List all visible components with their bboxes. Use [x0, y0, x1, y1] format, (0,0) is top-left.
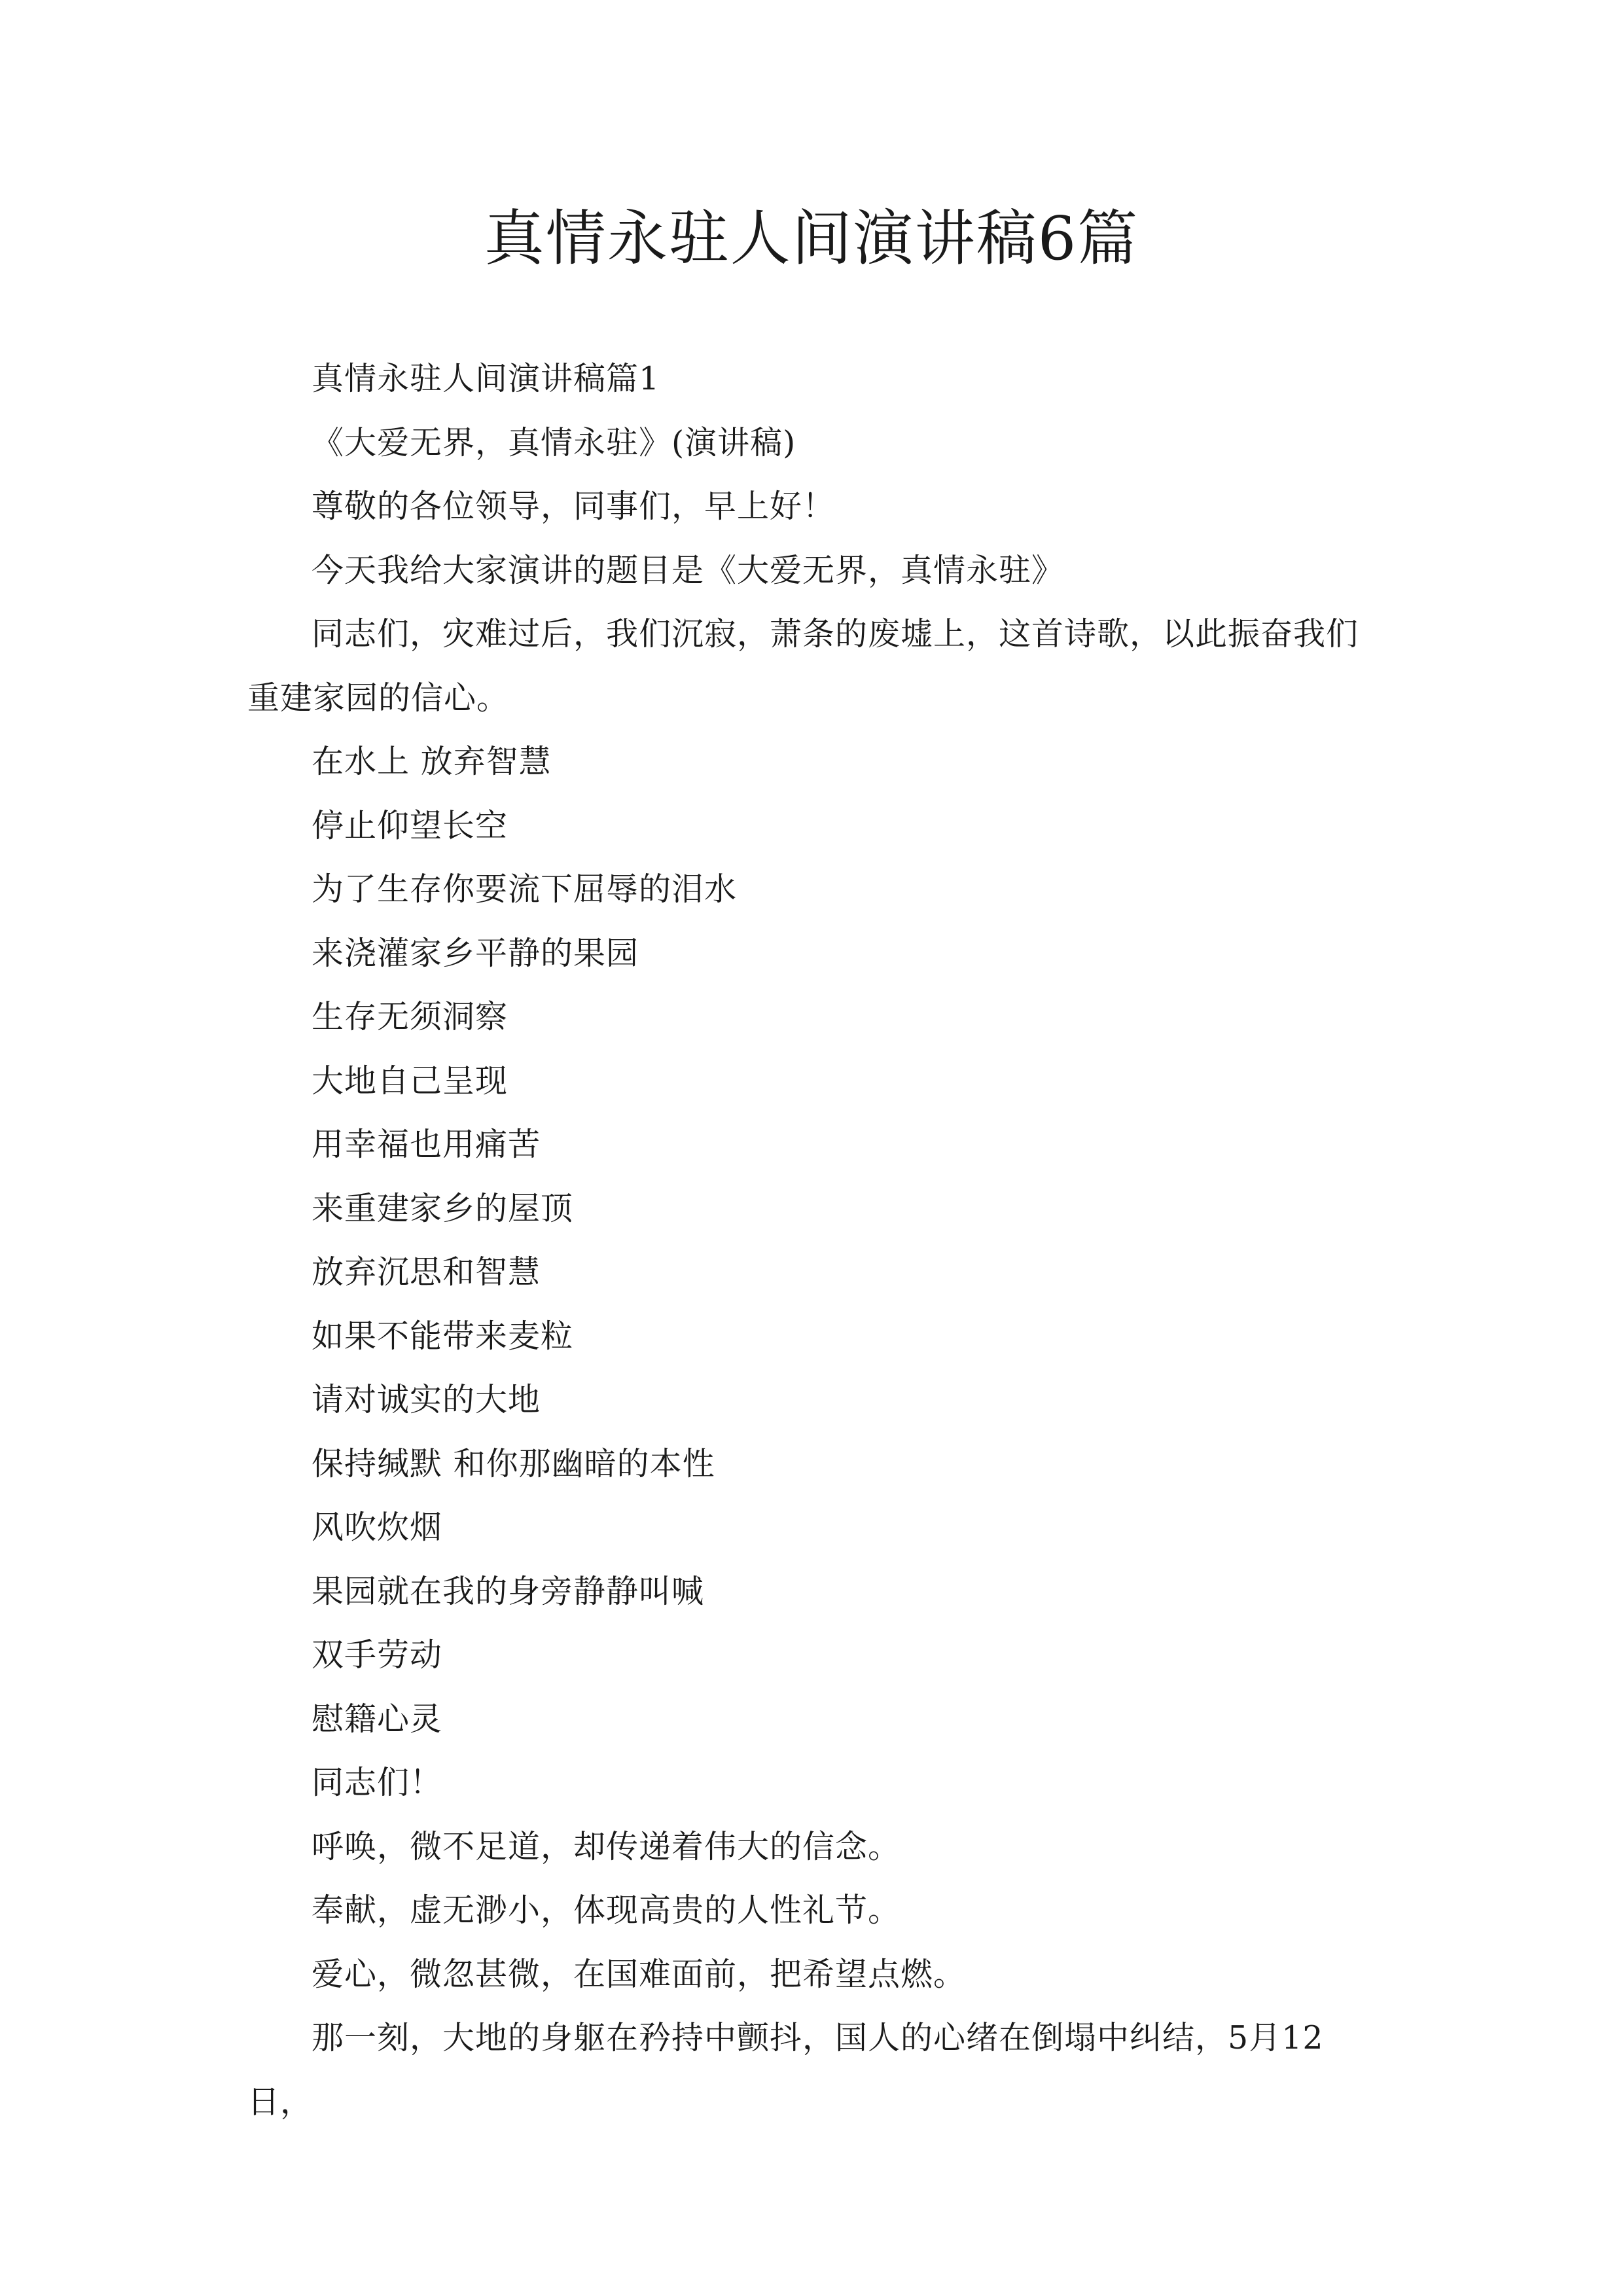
paragraph: 爱心，微忽甚微，在国难面前，把希望点燃。: [312, 1955, 967, 1993]
paragraph: 今天我给大家演讲的题目是《大爱无界，真情永驻》: [312, 551, 1065, 589]
paragraph: 停止仰望长空: [312, 806, 508, 844]
document-body: [247, 347, 1386, 2134]
paragraph: 同志们！: [312, 1764, 443, 1801]
paragraph: 放弃沉思和智慧: [312, 1253, 541, 1291]
paragraph: 大地自己呈现: [312, 1062, 508, 1100]
paragraph: 同志们，灾难过后，我们沉寂，萧条的废墟上，这首诗歌，以此振奋我们重建家园的信心。: [247, 615, 1359, 717]
paragraph: 双手劳动: [312, 1636, 443, 1674]
paragraph: 来浇灌家乡平静的果园: [312, 934, 639, 972]
paragraph: 那一刻，大地的身躯在矜持中颤抖，国人的心绪在倒塌中纠结，5月12日，: [247, 2019, 1324, 2121]
paragraph: 奉献，虚无渺小，体现高贵的人性礼节。: [312, 1892, 901, 1929]
paragraph: 为了生存你要流下屈辱的泪水: [312, 870, 738, 908]
paragraph: 尊敬的各位领导，同事们，早上好！: [312, 488, 836, 525]
paragraph: 生存无须洞察: [312, 998, 508, 1035]
paragraph: 请对诚实的大地: [312, 1381, 541, 1418]
paragraph: 果园就在我的身旁静静叫喊: [312, 1572, 705, 1610]
paragraph: 真情永驻人间演讲稿篇1: [312, 360, 660, 397]
paragraph: 保持缄默 和你那幽暗的本性: [312, 1444, 715, 1482]
paragraph: 来重建家乡的屋顶: [312, 1189, 574, 1227]
paragraph: 呼唤，微不足道，却传递着伟大的信念。: [312, 1827, 901, 1865]
paragraph: 风吹炊烟: [312, 1509, 443, 1546]
paragraph: 用幸福也用痛苦: [312, 1126, 541, 1163]
document-title: 真情永驻人间演讲稿6篇: [484, 204, 1139, 274]
paragraph: 在水上 放弃智慧: [312, 743, 552, 780]
paragraph: 《大爱无界，真情永驻》(演讲稿): [312, 423, 796, 461]
paragraph: 如果不能带来麦粒: [312, 1317, 574, 1355]
paragraph: 慰籍心灵: [312, 1700, 443, 1738]
